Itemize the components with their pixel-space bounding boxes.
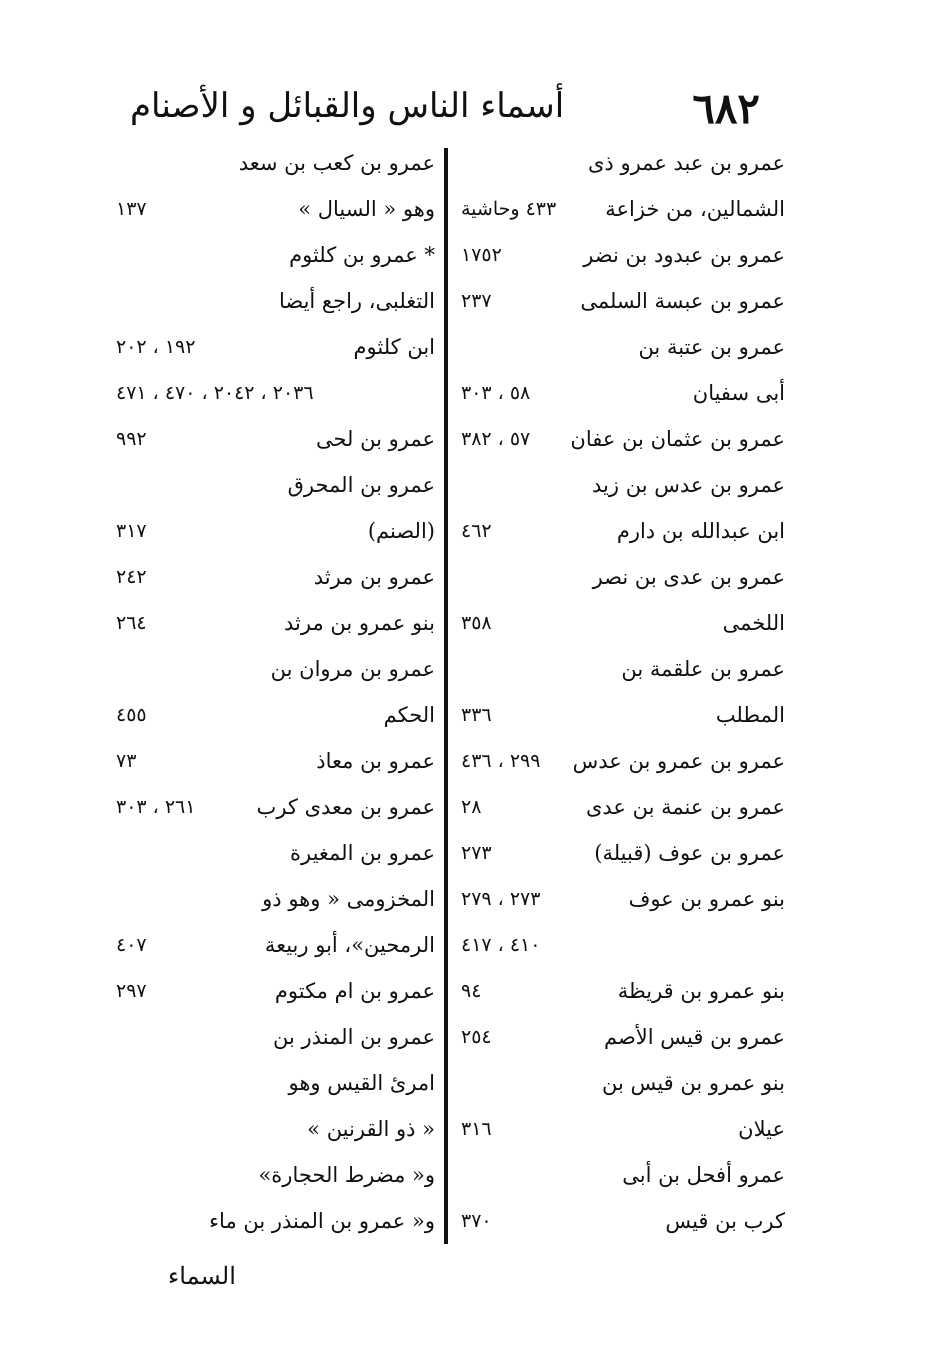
- entry-name: عمرو بن معدى كرب: [256, 795, 435, 819]
- entry-name: أبى سفيان: [692, 381, 785, 405]
- index-entry: [110, 1060, 435, 1106]
- entry-pages: ٢٦١ ، ٣٠٣: [116, 796, 196, 818]
- index-entry: [455, 1198, 785, 1244]
- entry-name: ابن كلثوم: [353, 335, 435, 359]
- index-entry: [110, 1014, 435, 1060]
- page-number: ٦٨٢: [692, 84, 760, 133]
- entry-pages: ٣٣٦: [461, 704, 492, 726]
- index-entry: [110, 508, 435, 554]
- entry-pages: ٢٠٣٦ ، ٢٠٤٢ ، ٤٧٠ ، ٤٧١: [116, 382, 314, 404]
- index-entry: [455, 1060, 785, 1106]
- entry-pages: ٩٩٢: [116, 428, 147, 450]
- entry-name: وهو « السيال »: [298, 197, 435, 221]
- index-entry: [455, 416, 785, 462]
- entry-name: عيلان: [738, 1117, 785, 1141]
- entry-name: عمرو بن المنذر بن: [273, 1025, 435, 1049]
- entry-name: عمرو بن عبد عمرو ذى: [587, 151, 785, 175]
- index-entry: [455, 1014, 785, 1060]
- entry-pages: ٣٧٠: [461, 1210, 492, 1232]
- entry-name: عمرو بن المغيرة: [289, 841, 435, 865]
- entry-name: بنو عمرو بن عوف: [628, 887, 785, 911]
- entry-pages: ٢٧٣: [461, 842, 492, 864]
- entry-pages: ٧٣: [116, 750, 137, 772]
- index-entry: [455, 232, 785, 278]
- index-entry: [455, 600, 785, 646]
- page-header: [130, 78, 770, 138]
- entry-name: عمرو بن عنمة بن عدى: [585, 795, 785, 819]
- index-entry: [455, 370, 785, 416]
- entry-name: عمرو بن عدس بن زيد: [592, 473, 785, 497]
- index-entry: [110, 738, 435, 784]
- entry-name: كرب بن قيس: [665, 1209, 785, 1233]
- entry-name: « ذو القرنين »: [307, 1117, 435, 1141]
- index-entry: [110, 554, 435, 600]
- index-entry: [110, 462, 435, 508]
- entry-pages: ٥٧ ، ٣٨٢: [461, 428, 531, 450]
- index-entry: [455, 462, 785, 508]
- index-entry: [455, 508, 785, 554]
- entry-pages: ٢٧٣ ، ٢٧٩: [461, 888, 541, 910]
- entry-name: عمرو بن معاذ: [316, 749, 435, 773]
- running-title: أسماء الناس والقبائل و الأصنام: [130, 86, 565, 126]
- index-column-right: [455, 140, 785, 1244]
- entry-name: عمرو بن عبسة السلمى: [580, 289, 785, 313]
- index-entry: [110, 186, 435, 232]
- entry-name: بنو عمرو بن قيس بن: [602, 1071, 785, 1095]
- entry-name: عمرو بن عدى بن نصر: [592, 565, 785, 589]
- entry-name: عمرو بن قيس الأصم: [603, 1025, 785, 1049]
- index-entry: [110, 324, 435, 370]
- index-entry: [110, 1152, 435, 1198]
- index-entry: [455, 646, 785, 692]
- entry-name: و« عمرو بن المنذر بن ماء: [209, 1209, 435, 1233]
- index-entry: [110, 876, 435, 922]
- entry-pages: ٢٣٧: [461, 290, 492, 312]
- entry-name: عمرو بن عمرو بن عدس: [572, 749, 785, 773]
- entry-pages: ١٣٧: [116, 198, 147, 220]
- index-entry: [455, 278, 785, 324]
- entry-pages: ٤٥٥: [116, 704, 147, 726]
- index-entry: [110, 646, 435, 692]
- entry-pages: ٣١٦: [461, 1118, 492, 1140]
- index-entry: [455, 968, 785, 1014]
- index-entry: [110, 278, 435, 324]
- index-entry: [455, 140, 785, 186]
- entry-name: عمرو بن عتبة بن: [638, 335, 785, 359]
- index-entry: [455, 692, 785, 738]
- entry-name: بنو عمرو بن مرثد: [284, 611, 435, 635]
- entry-name: الشمالين، من خزاعة: [605, 197, 785, 221]
- entry-name: عمرو بن عوف (قبيلة): [594, 841, 785, 865]
- index-entry: [110, 600, 435, 646]
- entry-name: اللخمى: [722, 611, 785, 635]
- column-divider: [444, 148, 448, 1244]
- index-entry: [110, 1106, 435, 1152]
- entry-name: (الصنم): [367, 519, 435, 543]
- index-entry: [110, 830, 435, 876]
- index-entry: [110, 692, 435, 738]
- index-entry: [455, 738, 785, 784]
- index-entry: [110, 416, 435, 462]
- entry-name: ابن عبدالله بن دارم: [616, 519, 785, 543]
- entry-name: و« مضرط الحجارة»: [258, 1163, 435, 1187]
- entry-pages: ٢٩٩ ، ٤٣٦: [461, 750, 541, 772]
- entry-name: المطلب: [715, 703, 785, 727]
- entry-name: عمرو بن لحى: [315, 427, 435, 451]
- entry-pages: ٢٦٤: [116, 612, 147, 634]
- index-column-left: [110, 140, 435, 1244]
- catchword: السماء: [168, 1262, 236, 1290]
- index-entry: [455, 922, 785, 968]
- entry-pages: ٤١٠ ، ٤١٧: [461, 934, 541, 956]
- entry-name: عمرو أفحل بن أبى: [622, 1163, 785, 1187]
- entry-name: امرئ القيس وهو: [288, 1071, 435, 1095]
- entry-pages: ٣١٧: [116, 520, 147, 542]
- entry-name: * عمرو بن كلثوم: [289, 243, 435, 267]
- entry-name: عمرو بن المحرق: [287, 473, 435, 497]
- entry-name: التغلبى، راجع أيضا: [278, 289, 435, 313]
- index-entry: [110, 968, 435, 1014]
- entry-name: عمرو بن مروان بن: [270, 657, 435, 681]
- entry-pages: ٢٩٧: [116, 980, 147, 1002]
- entry-pages: ٤٣٣ وحاشية: [461, 198, 557, 220]
- entry-pages: ٤٦٢: [461, 520, 492, 542]
- entry-name: عمرو بن عثمان بن عفان: [570, 427, 785, 451]
- index-entry: [110, 140, 435, 186]
- entry-name: الحكم: [383, 703, 435, 727]
- entry-name: عمرو بن علقمة بن: [621, 657, 785, 681]
- entry-pages: ٢٨: [461, 796, 482, 818]
- entry-pages: ١٧٥٢: [461, 244, 502, 266]
- index-entry: [110, 370, 435, 416]
- entry-name: الرمحين»، أبو ربيعة: [264, 933, 435, 957]
- index-entry: [455, 1152, 785, 1198]
- index-entry: [455, 1106, 785, 1152]
- entry-name: بنو عمرو بن قريظة: [617, 979, 785, 1003]
- index-entry: [110, 784, 435, 830]
- entry-name: عمرو بن مرثد: [313, 565, 435, 589]
- entry-pages: ٥٨ ، ٣٠٣: [461, 382, 531, 404]
- entry-pages: ٩٤: [461, 980, 482, 1002]
- index-entry: [455, 324, 785, 370]
- entry-pages: ٢٥٤: [461, 1026, 492, 1048]
- index-entry: [455, 186, 785, 232]
- index-entry: [110, 922, 435, 968]
- entry-pages: ٣٥٨: [461, 612, 492, 634]
- index-entry: [110, 1198, 435, 1244]
- entry-pages: ٢٤٢: [116, 566, 147, 588]
- index-entry: [110, 232, 435, 278]
- entry-pages: ١٩٢ ، ٢٠٢: [116, 336, 196, 358]
- index-entry: [455, 554, 785, 600]
- index-entry: [455, 830, 785, 876]
- entry-pages: ٤٠٧: [116, 934, 147, 956]
- entry-name: المخزومى « وهو ذو: [262, 887, 435, 911]
- index-entry: [455, 876, 785, 922]
- entry-name: عمرو بن ام مكتوم: [274, 979, 435, 1003]
- entry-name: عمرو بن عبدود بن نضر: [583, 243, 785, 267]
- index-entry: [455, 784, 785, 830]
- entry-name: عمرو بن كعب بن سعد: [238, 151, 435, 175]
